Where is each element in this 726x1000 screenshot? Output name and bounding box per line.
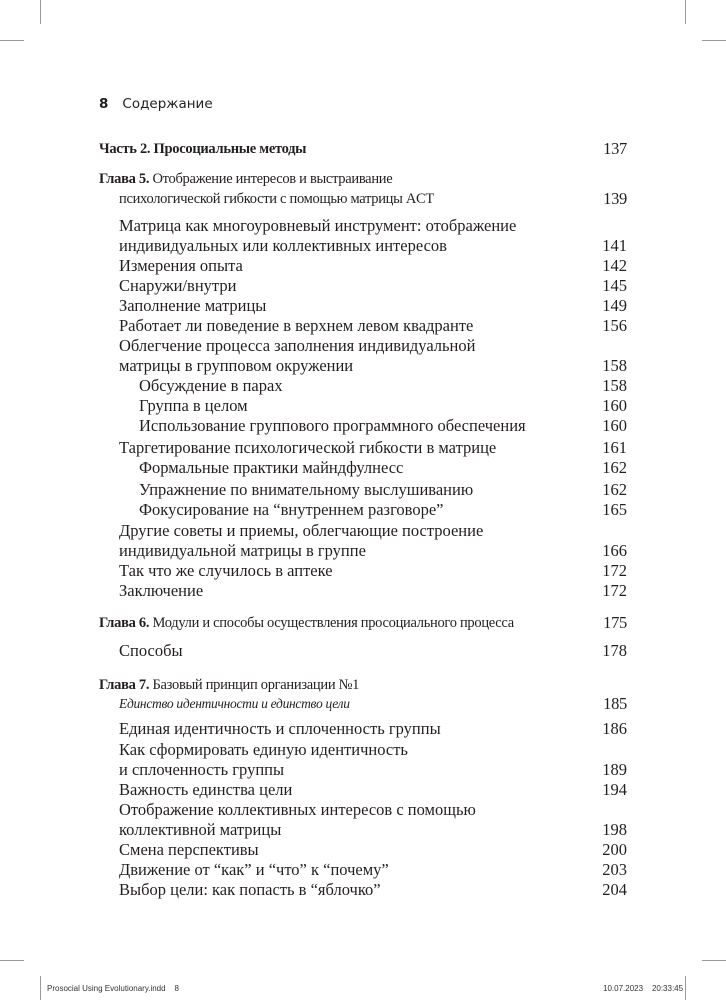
toc-page-number: 165 — [602, 500, 627, 519]
toc-entry-title: Часть 2. Просоциальные методы — [99, 141, 307, 157]
toc-page-number: 204 — [602, 880, 627, 899]
toc-page-number: 158 — [602, 376, 627, 395]
toc-page-number: 172 — [602, 561, 627, 580]
toc-entry-title: Формальные практики майндфулнесс — [139, 458, 404, 477]
crop-mark — [0, 960, 24, 961]
crop-mark — [702, 40, 726, 41]
slug-date: 10.07.2023 — [603, 984, 644, 993]
toc-page-number: 185 — [603, 694, 627, 713]
toc-entry-title: и сплоченность группы — [119, 760, 285, 779]
toc-page-number: 175 — [603, 613, 627, 632]
header-title: Содержание — [122, 96, 213, 112]
chapter-title: Отображение интересов и выстраивание — [152, 171, 393, 187]
slug-time: 20:33:45 — [651, 984, 684, 993]
slug-line — [47, 984, 179, 993]
toc-page-number: 186 — [602, 719, 627, 738]
toc-page-number: 200 — [602, 840, 627, 859]
toc-entry-title: Смена перспективы — [119, 840, 259, 859]
toc-page-number: 203 — [602, 860, 627, 879]
toc-entry-title: Отображение коллективных интересов с помощью — [119, 800, 476, 819]
toc-entry-title: Движение от “как” и “что” к “почему” — [119, 860, 389, 879]
toc-entry-title: Упражнение по внимательному выслушиванию — [139, 480, 474, 499]
toc-page-number: 189 — [602, 760, 627, 779]
toc-entry-title: Другие советы и приемы, облегчающие построение — [119, 521, 484, 540]
chapter-label: Глава 6. — [99, 615, 150, 631]
chapter-subtitle: Единство идентичности и единство цели — [119, 696, 350, 711]
toc-page-number: 142 — [602, 256, 627, 275]
crop-mark — [0, 40, 24, 41]
toc-entry-title: Матрица как многоуровневый инструмент: отображение — [119, 216, 517, 235]
chapter-title-cont: психологической гибкости с помощью матрицы ACT — [119, 191, 434, 207]
chapter-label: Глава 5. — [99, 171, 150, 187]
toc-page-number: 158 — [602, 356, 627, 375]
toc-page-number: 156 — [602, 316, 627, 335]
toc-page-number: 160 — [602, 396, 627, 415]
crop-mark — [685, 976, 686, 1000]
toc-entry-title: Облегчение процесса заполнения индивидуальной — [119, 336, 476, 355]
toc-entry-title: матрицы в групповом окружении — [119, 356, 354, 375]
toc-page-number: 160 — [602, 416, 627, 435]
toc-entry-title: Фокусирование на “внутреннем разговоре” — [139, 500, 444, 519]
toc-entry-title: Обсуждение в парах — [139, 376, 283, 395]
toc-page-number: 162 — [602, 480, 627, 499]
toc-entry-title: Выбор цели: как попасть в “яблочко” — [119, 880, 381, 899]
toc-entry-title: индивидуальных или коллективных интересов — [119, 236, 447, 255]
toc-entry-title: Важность единства цели — [119, 780, 293, 799]
toc-entry-title: Таргетирование психологической гибкости в матрице — [119, 438, 497, 457]
toc-entry-title: Заключение — [119, 581, 204, 600]
slug-page: 8 — [174, 984, 179, 993]
running-header — [99, 96, 213, 112]
toc-entry-title: Так что же случилось в аптеке — [119, 561, 333, 580]
toc-entry-title: Заполнение матрицы — [119, 296, 267, 315]
toc-page-number: 161 — [602, 438, 627, 457]
toc-page-number: 166 — [602, 541, 627, 560]
header-page-number: 8 — [99, 96, 109, 112]
toc-page-number: 141 — [602, 236, 627, 255]
chapter-label: Глава 7. — [99, 677, 150, 693]
toc-page-number: 172 — [602, 581, 627, 600]
toc-entry-title: Снаружи/внутри — [119, 276, 237, 295]
toc-page-number: 139 — [603, 189, 627, 208]
toc-entry-title: Работает ли поведение в верхнем левом квадранте — [119, 316, 474, 335]
toc-entry-title: Как сформировать единую идентичность — [119, 740, 408, 759]
toc-entry-title: коллективной матрицы — [119, 820, 282, 839]
toc-page-number: 198 — [602, 820, 627, 839]
crop-mark — [40, 976, 41, 1000]
toc-entry-title: Измерения опыта — [119, 256, 243, 275]
toc-page-number: 162 — [602, 458, 627, 477]
chapter-title: Базовый принцип организации №1 — [152, 677, 360, 693]
toc-page-number: 145 — [602, 276, 627, 295]
toc-entry-title: Группа в целом — [139, 396, 248, 415]
slug-filename: Prosocial Using Evolutionary.indd — [47, 984, 166, 993]
toc-page-number: 178 — [602, 641, 627, 660]
toc-page-number: 137 — [603, 139, 627, 158]
toc-page-number: 149 — [602, 296, 627, 315]
crop-mark — [702, 960, 726, 961]
slug-timestamp — [603, 984, 683, 993]
crop-mark — [40, 0, 41, 24]
toc-entry-title: Единая идентичность и сплоченность группы — [119, 719, 441, 738]
toc-page-number: 194 — [602, 780, 627, 799]
toc-entry-title: Использование группового программного обеспечения — [139, 416, 526, 435]
toc-entry-title: Способы — [119, 641, 183, 660]
toc-entry-title: индивидуальной матрицы в группе — [119, 541, 366, 560]
chapter-title: Модули и способы осуществления просоциального процесса — [152, 615, 514, 631]
crop-mark — [685, 0, 686, 24]
